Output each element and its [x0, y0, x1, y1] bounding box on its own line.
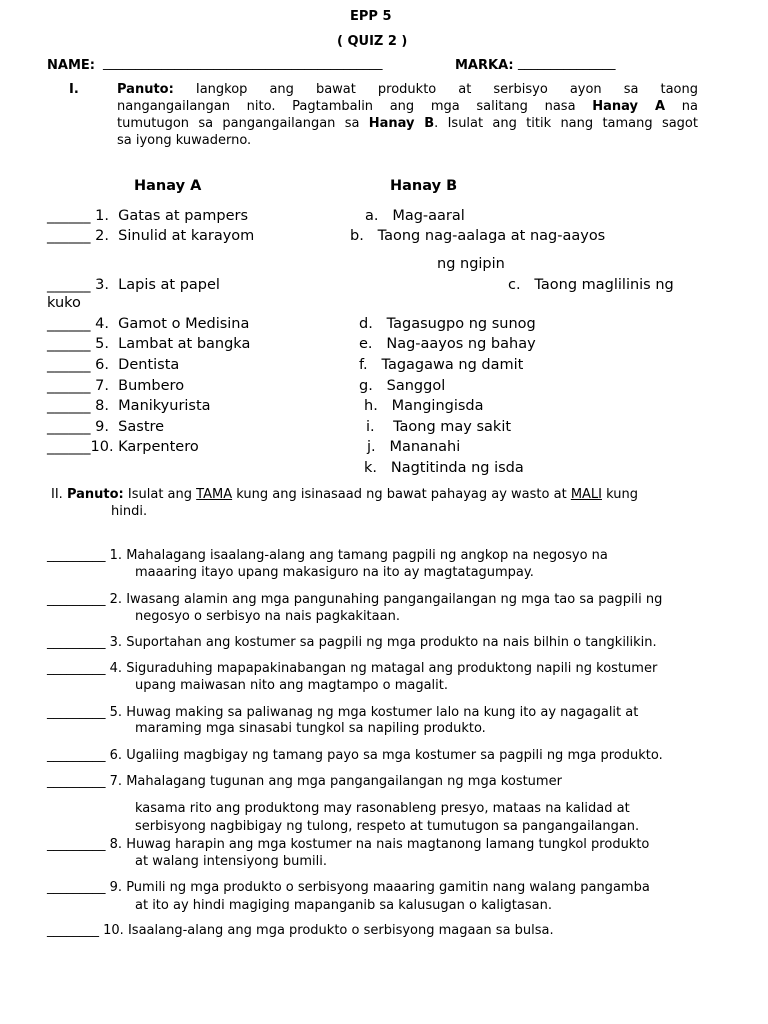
item-text: Manikyurista — [118, 398, 211, 414]
item-letter: h. — [364, 398, 378, 414]
item-letter: j. — [367, 439, 376, 455]
hanay-b-item — [508, 278, 674, 293]
part1-line2-bold: Hanay A — [592, 99, 666, 114]
item-number: 10. — [90, 439, 114, 455]
item-letter: a. — [365, 208, 379, 224]
item-number: 4. — [95, 316, 109, 332]
tf-item[interactable] — [47, 924, 554, 937]
item-number: 5. — [95, 336, 109, 352]
item-number: 1. — [109, 548, 123, 563]
hanay-b-item — [364, 399, 484, 414]
hanay-b-item — [366, 420, 511, 435]
name-field[interactable]: ___________________________________________ — [103, 56, 383, 71]
item-letter: c. — [508, 277, 521, 293]
answer-blank[interactable]: ______ — [47, 228, 91, 244]
item-text: Lapis at papel — [118, 277, 220, 293]
part1-line3-bold: Hanay B — [368, 116, 435, 131]
item-number: 6. — [109, 748, 123, 763]
answer-blank[interactable]: _________ — [47, 548, 106, 563]
part2-instr-text: kung — [606, 487, 638, 502]
item-text: Isaalang-alang ang mga produkto o serbisyong magaan sa bulsa. — [127, 923, 554, 938]
item-text: Lambat at bangka — [118, 336, 251, 352]
answer-blank[interactable]: ______ — [47, 277, 91, 293]
hanay-b-item — [365, 209, 465, 224]
item-number: 5. — [109, 705, 123, 720]
marka-field[interactable]: _______________ — [518, 56, 616, 71]
hanay-a-heading: Hanay A — [134, 178, 202, 194]
hanay-b-item — [359, 337, 536, 352]
hanay-b-item — [359, 379, 445, 394]
hanay-b-item — [359, 317, 536, 332]
part2-panuto-label: Panuto: — [66, 487, 124, 502]
item-text: Mahalagang tugunan ang mga pangangailangan ng mga kostumer — [126, 774, 562, 789]
hanay-a-item[interactable] — [47, 440, 199, 455]
tf-item[interactable] — [47, 881, 650, 894]
hanay-a-item[interactable] — [47, 379, 184, 394]
part1-line4: sa iyong kuwaderno. — [117, 133, 252, 148]
tf-item[interactable] — [47, 749, 663, 762]
tf-item[interactable] — [47, 662, 657, 675]
item-letter: b. — [350, 228, 364, 244]
part1-line3 — [117, 117, 698, 130]
hanay-a-item[interactable] — [47, 358, 179, 373]
part1-line2-post: na — [681, 99, 699, 114]
tf-item[interactable] — [47, 838, 649, 851]
tf-item[interactable] — [47, 593, 662, 606]
item-number: 9. — [95, 419, 109, 435]
item-number: 1. — [95, 208, 109, 224]
item-text: Huwag harapin ang mga kostumer na nais magtanong lamang tungkol produkto — [126, 837, 650, 852]
tf-item[interactable] — [47, 706, 638, 719]
answer-blank[interactable]: _________ — [47, 635, 106, 650]
part2-instr-text: Isulat ang — [127, 487, 193, 502]
item-letter: g. — [359, 378, 373, 394]
tf-item-continuation: at walang intensiyong bumili. — [135, 854, 327, 869]
item-text: Mahalagang isaalang-alang ang tamang pagpili ng angkop na negosyo na — [126, 548, 608, 563]
item-text: Iwasang alamin ang mga pangunahing pangangailangan ng mga tao sa pagpili ng — [126, 592, 663, 607]
item-text: Gatas at pampers — [118, 208, 249, 224]
hanay-a-item[interactable] — [47, 337, 250, 352]
item-letter: e. — [359, 336, 373, 352]
answer-blank[interactable]: _________ — [47, 592, 106, 607]
tf-item-continuation: maaaring itayo upang makasiguro na ito ay magtatagumpay. — [135, 565, 534, 580]
mali-keyword: MALI — [570, 487, 602, 502]
marka-label: MARKA: — [455, 58, 514, 73]
tf-item[interactable] — [47, 636, 657, 649]
answer-blank[interactable]: _________ — [47, 661, 106, 676]
hanay-b-item — [364, 461, 524, 476]
hanay-b-item-continuation: kuko — [47, 295, 81, 311]
answer-blank[interactable]: ______ — [47, 419, 91, 435]
part1-line3-post: . Isulat ang titik nang tamang sagot — [434, 116, 698, 131]
item-number: 3. — [109, 635, 123, 650]
item-letter: i. — [366, 419, 375, 435]
item-number: 9. — [109, 880, 123, 895]
name-label: NAME: — [47, 58, 95, 73]
item-number: 10. — [103, 923, 124, 938]
item-number: 8. — [95, 398, 109, 414]
item-text: Nag-aayos ng bahay — [386, 336, 536, 352]
hanay-b-item — [367, 440, 460, 455]
answer-blank[interactable]: ______ — [47, 357, 91, 373]
hanay-a-item[interactable] — [47, 209, 248, 224]
tama-keyword: TAMA — [196, 487, 233, 502]
hanay-b-item-continuation: ng ngipin — [437, 256, 505, 272]
hanay-a-item[interactable] — [47, 229, 254, 244]
part1-roman: I. — [69, 82, 79, 97]
quiz-title: ( QUIZ 2 ) — [337, 34, 408, 49]
part1-line2-text: nangangailangan nito. Pagtambalin ang mga salitang nasa — [117, 99, 576, 114]
item-text: Nagtitinda ng isda — [390, 460, 524, 476]
hanay-b-item — [359, 358, 523, 373]
item-text: Taong maglilinis ng — [534, 277, 674, 293]
item-text: Sanggol — [386, 378, 446, 394]
item-text: Mag-aaral — [392, 208, 465, 224]
item-text: Dentista — [118, 357, 180, 373]
item-text: Tagasugpo ng sunog — [386, 316, 536, 332]
hanay-a-item[interactable] — [47, 317, 249, 332]
part1-line1-text: Iangkop ang bawat produkto at serbisyo ayon sa taong — [195, 82, 698, 97]
hanay-a-item[interactable] — [47, 399, 211, 414]
part2-instr-text: kung ang isinasaad ng bawat pahayag ay wasto at — [236, 487, 567, 502]
tf-item-continuation: serbisyong nagbibigay ng tulong, respeto at tumutugon sa pangangailangan. — [135, 819, 640, 834]
tf-item[interactable] — [47, 775, 562, 788]
item-number: 8. — [109, 837, 123, 852]
hanay-b-heading: Hanay B — [390, 178, 458, 194]
item-number: 4. — [109, 661, 123, 676]
tf-item-continuation: at ito ay hindi magiging mapanganib sa kalusugan o kaligtasan. — [135, 898, 552, 913]
answer-blank[interactable]: _________ — [47, 837, 106, 852]
answer-blank[interactable]: ________ — [47, 923, 99, 938]
part1-line2 — [117, 100, 698, 113]
item-letter: k. — [364, 460, 378, 476]
item-number: 6. — [95, 357, 109, 373]
item-text: Taong may sakit — [393, 419, 512, 435]
item-number: 7. — [109, 774, 123, 789]
item-text: Siguraduhing mapapakinabangan ng matagal ang produktong napili ng kostumer — [126, 661, 658, 676]
answer-blank[interactable]: ______ — [47, 439, 91, 455]
item-number: 3. — [95, 277, 109, 293]
answer-blank[interactable]: _________ — [47, 705, 106, 720]
answer-blank[interactable]: _________ — [47, 880, 106, 895]
part2-roman: II. — [51, 487, 63, 502]
tf-item-continuation: maraming mga sinasabi tungkol sa napiling produkto. — [135, 721, 486, 736]
part1-panuto-label: Panuto: — [117, 82, 174, 97]
part2-instructions — [51, 488, 638, 501]
item-number: 2. — [109, 592, 123, 607]
item-text: Sinulid at karayom — [118, 228, 255, 244]
item-letter: f. — [359, 357, 368, 373]
item-number: 7. — [95, 378, 109, 394]
part1-line3-text: tumutugon sa pangangailangan sa — [117, 116, 360, 131]
item-text: Bumbero — [118, 378, 185, 394]
item-text: Gamot o Medisina — [118, 316, 250, 332]
item-text: Mananahi — [389, 439, 461, 455]
answer-blank[interactable]: _________ — [47, 774, 106, 789]
answer-blank[interactable]: ______ — [47, 316, 91, 332]
item-number: 2. — [95, 228, 109, 244]
answer-blank[interactable]: _________ — [47, 748, 106, 763]
part2-instructions-line2: hindi. — [111, 504, 148, 519]
tf-item-continuation: upang maiwasan nito ang magtampo o magalit. — [135, 678, 448, 693]
item-letter: d. — [359, 316, 373, 332]
answer-blank[interactable]: ______ — [47, 208, 91, 224]
hanay-a-item[interactable] — [47, 420, 164, 435]
answer-blank[interactable]: ______ — [47, 398, 91, 414]
answer-blank[interactable]: ______ — [47, 336, 91, 352]
item-text: Suportahan ang kostumer sa pagpili ng mga produkto na nais bilhin o tangkilikin. — [126, 635, 657, 650]
tf-item[interactable] — [47, 549, 608, 562]
item-text: Sastre — [118, 419, 165, 435]
part1-line1 — [117, 83, 698, 96]
item-text: Taong nag-aalaga at nag-aayos — [377, 228, 606, 244]
quiz-subject: EPP 5 — [350, 9, 392, 24]
hanay-a-item[interactable] — [47, 278, 220, 293]
tf-item-continuation: kasama rito ang produktong may rasonableng presyo, mataas na kalidad at — [135, 801, 630, 816]
item-text: Pumili ng mga produkto o serbisyong maaaring gamitin nang walang pangamba — [126, 880, 650, 895]
item-text: Karpentero — [118, 439, 199, 455]
item-text: Huwag making sa paliwanag ng mga kostumer lalo na kung ito ay nagagalit at — [126, 705, 639, 720]
hanay-b-item — [350, 229, 605, 244]
item-text: Mangingisda — [391, 398, 484, 414]
item-text: Ugaliing magbigay ng tamang payo sa mga kostumer sa pagpili ng mga produkto. — [126, 748, 663, 763]
item-text: Tagagawa ng damit — [381, 357, 524, 373]
answer-blank[interactable]: ______ — [47, 378, 91, 394]
tf-item-continuation: negosyo o serbisyo na nais pagkakitaan. — [135, 609, 400, 624]
